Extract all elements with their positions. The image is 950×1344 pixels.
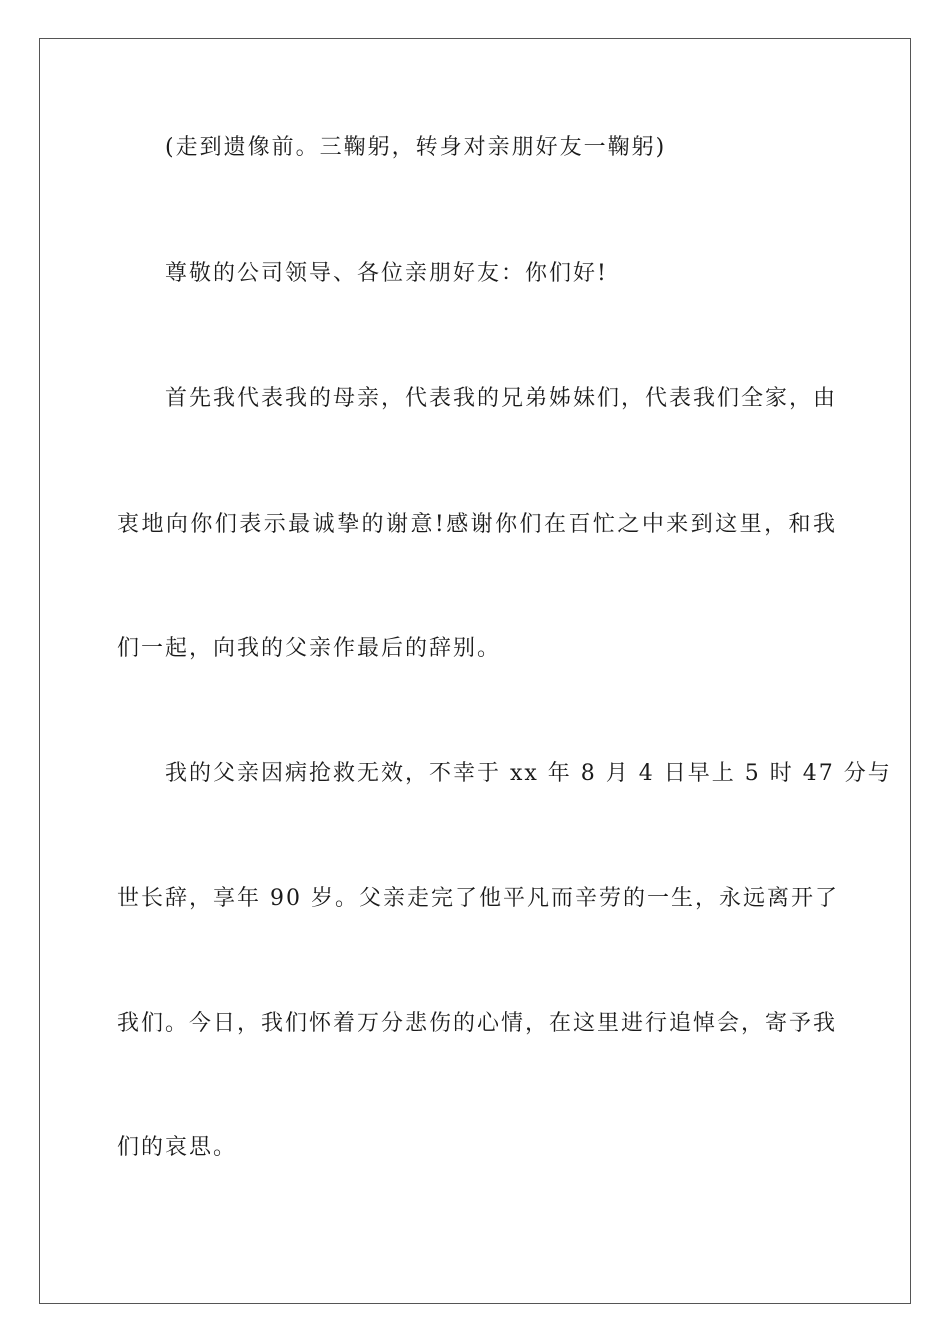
page-border xyxy=(39,38,911,1304)
paragraph-1-line-1: 首先我代表我的母亲，代表我的兄弟姊妹们，代表我们全家，由 xyxy=(165,386,838,411)
stage-direction: (走到遗像前。三鞠躬，转身对亲朋好友一鞠躬) xyxy=(165,135,667,160)
paragraph-1-line-2: 衷地向你们表示最诚挚的谢意!感谢你们在百忙之中来到这里，和我 xyxy=(117,512,837,537)
paragraph-2-line-4: 们的哀思。 xyxy=(117,1135,238,1160)
paragraph-1-line-3: 们一起，向我的父亲作最后的辞别。 xyxy=(117,636,502,661)
salutation: 尊敬的公司领导、各位亲朋好友：你们好! xyxy=(165,261,608,286)
paragraph-2-line-3: 我们。今日，我们怀着万分悲伤的心情，在这里进行追悼会，寄予我 xyxy=(117,1011,838,1036)
paragraph-2-line-1: 我的父亲因病抢救无效，不幸于 xx 年 8 月 4 日早上 5 时 47 分与 xyxy=(165,761,892,786)
paragraph-2-line-2: 世长辞，享年 90 岁。父亲走完了他平凡而辛劳的一生，永远离开了 xyxy=(117,886,839,911)
